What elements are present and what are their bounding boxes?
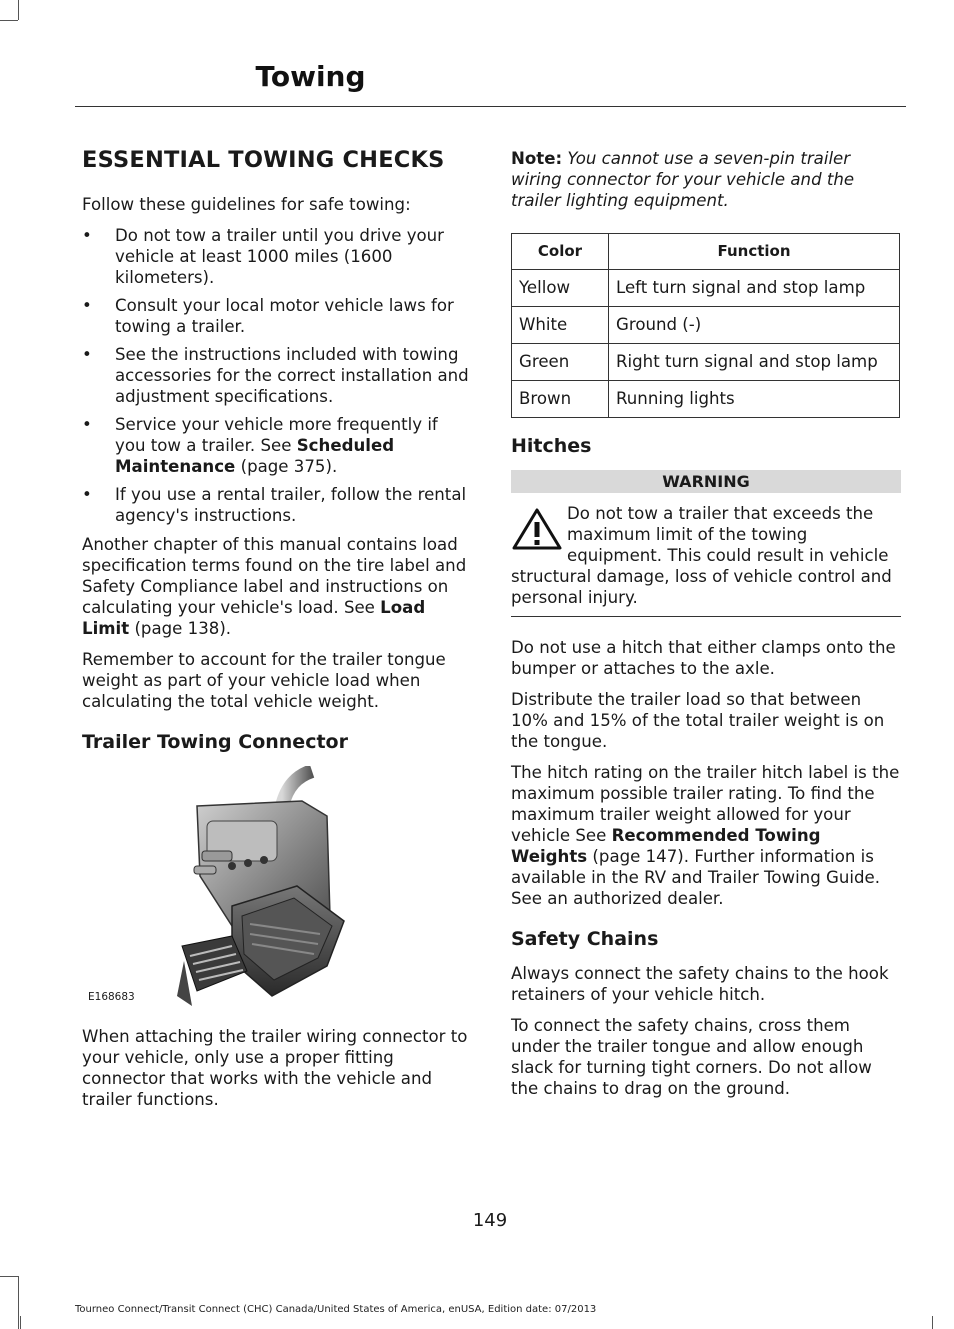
connector-paragraph: When attaching the trailer wiring connector to your vehicle, only use a proper fitting connector that works with the vehicle and trailer functions.	[82, 1027, 468, 1109]
table-cell: White	[512, 307, 609, 344]
crop-mark	[0, 1276, 18, 1277]
connector-heading: Trailer Towing Connector	[82, 731, 348, 753]
right-column	[511, 140, 901, 1109]
guidelines-list	[82, 225, 472, 526]
chains-paragraph: To connect the safety chains, cross them under the trailer tongue and allow enough slack for turning tight corners. Do not allow the chains to drag on the ground.	[511, 1016, 872, 1098]
table-cell: Running lights	[609, 381, 900, 418]
bullet: •	[82, 415, 92, 434]
intro-text: Follow these guidelines for safe towing:	[82, 195, 411, 214]
bullet: •	[82, 296, 92, 315]
table-cell: Green	[512, 344, 609, 381]
left-column	[82, 140, 472, 1120]
list-item: • Service your vehicle more frequently if you tow a trailer. See Scheduled Maintenance (page 375).	[82, 415, 438, 476]
hitch-rating-paragraph: The hitch rating on the trailer hitch label is the maximum possible trailer rating. To find the maximum trailer weight allowed for your vehicle See Recommended Towing Weights (page 147). Further information is available in the RV and Trailer Towing Guide. See an authorized dealer.	[511, 763, 900, 908]
list-item: • Do not tow a trailer until you drive your vehicle at least 1000 miles (1600 kilometers).	[82, 226, 445, 287]
list-item: • See the instructions included with towing accessories for the correct installation and adjustment specifications.	[82, 345, 469, 406]
warning-divider	[511, 616, 901, 617]
crop-mark	[18, 1276, 19, 1329]
load-paragraph: Another chapter of this manual contains load specification terms found on the tire label and Safety Compliance label and instructions on calculating your vehicle's load. See Load Limit (page 138).	[82, 535, 467, 638]
connector-illustration	[82, 766, 472, 1016]
wiring-table	[511, 233, 900, 418]
recommended-towing-weights-link[interactable]: Recommended Towing Weights	[511, 826, 821, 866]
warning-triangle-icon	[511, 507, 563, 551]
scheduled-maintenance-link[interactable]: Scheduled Maintenance	[115, 436, 395, 476]
table-row	[512, 381, 900, 418]
section-heading: ESSENTIAL TOWING CHECKS	[82, 147, 445, 173]
crop-mark	[0, 20, 18, 21]
load-limit-link[interactable]: Load Limit	[82, 598, 426, 638]
note-label: Note:	[511, 149, 563, 168]
bullet: •	[82, 485, 92, 504]
warning-banner: WARNING	[511, 470, 901, 493]
hitch-paragraph: Distribute the trailer load so that between 10% and 15% of the total trailer weight is on the tongue.	[511, 690, 885, 751]
warning-block	[511, 503, 901, 608]
tongue-paragraph: Remember to account for the trailer tongue weight as part of your vehicle load when calculating the total vehicle weight.	[82, 650, 446, 711]
title-divider	[75, 106, 906, 107]
bullet: •	[82, 226, 92, 245]
list-item: • If you use a rental trailer, follow the rental agency's instructions.	[82, 485, 467, 525]
list-item: • Consult your local motor vehicle laws for towing a trailer.	[82, 296, 454, 336]
bullet: •	[82, 345, 92, 364]
hitch-paragraph: Do not use a hitch that either clamps onto the bumper or attaches to the axle.	[511, 638, 896, 678]
table-row	[512, 307, 900, 344]
figure-reference: E168683	[88, 991, 135, 1003]
crop-mark	[932, 1316, 933, 1329]
table-row	[512, 344, 900, 381]
table-cell: Yellow	[512, 270, 609, 307]
note-text: You cannot use a seven-pin trailer wiring connector for your vehicle and the trailer lighting equipment.	[511, 149, 855, 210]
table-cell: Brown	[512, 381, 609, 418]
table-header: Color	[512, 234, 609, 270]
table-cell: Ground (-)	[609, 307, 900, 344]
footer-text: Tourneo Connect/Transit Connect (CHC) Canada/United States of America, enUSA, Edition date: 07/2013	[75, 1304, 597, 1315]
page-number: 149	[472, 1210, 508, 1231]
table-row	[512, 270, 900, 307]
page-title: Towing	[255, 60, 366, 93]
warning-text: Do not tow a trailer that exceeds the maximum limit of the towing equipment. This could result in vehicle structural damage, loss of vehicle control and personal injury.	[511, 504, 892, 607]
hitches-heading: Hitches	[511, 435, 592, 457]
table-header-row	[512, 234, 900, 270]
table-cell: Left turn signal and stop lamp	[609, 270, 900, 307]
chains-paragraph: Always connect the safety chains to the hook retainers of your vehicle hitch.	[511, 964, 889, 1004]
crop-mark	[20, 1316, 21, 1329]
table-cell: Right turn signal and stop lamp	[609, 344, 900, 381]
note	[511, 148, 901, 211]
crop-mark	[18, 0, 19, 20]
table-header: Function	[609, 234, 900, 270]
trailer-connector-icon	[82, 766, 472, 1016]
safety-chains-heading: Safety Chains	[511, 928, 659, 950]
